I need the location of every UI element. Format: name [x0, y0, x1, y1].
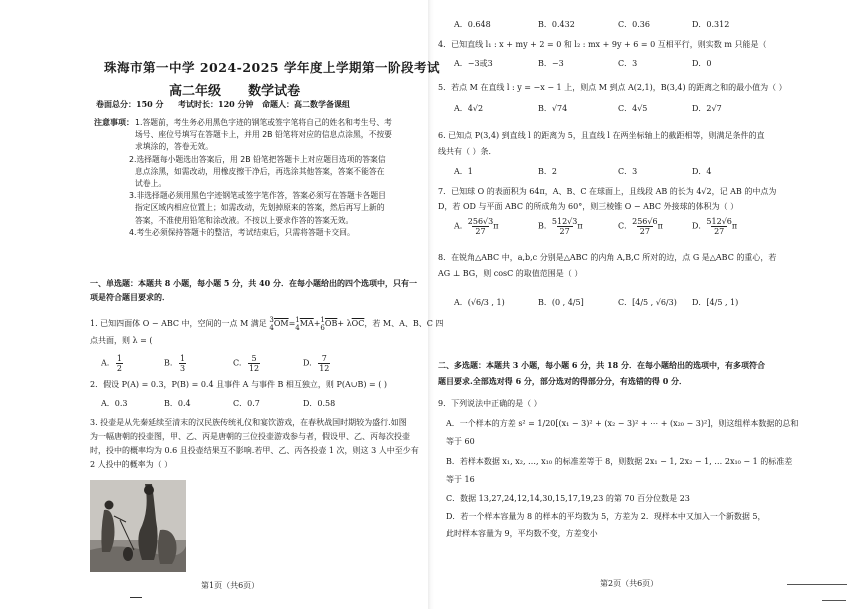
q2-option-a: A．0.3: [101, 399, 128, 408]
q2-option-b: B．0.4: [164, 399, 191, 408]
q9-option-d-line1: D．若一个样本容量为 8 的样本的平均数为 5，方差为 2．现样本中又加入一个新数据 5，: [446, 512, 766, 521]
q7-stem-line1: 7．已知球 O 的表面积为 64π，A、B、C 在球面上，且线段 AB 的长为 4√2，记 AB 的中点为: [438, 187, 777, 196]
q6-option-b: B．2: [538, 167, 557, 176]
q9-option-b-line1: B．若样本数据 x₁, x₂, …, x₁₀ 的标准差等于 8，则数据 2x₁ − 1, 2x₂ − 1, … 2x₁₀ − 1 的标准差: [446, 457, 793, 466]
q3-option-b: B．0.432: [538, 20, 575, 29]
tang-dynasty-touhu-painting: [90, 480, 186, 572]
section2-heading-line1: 二、多选题：本题共 3 小题，每小题 6 分，共 18 分．在每小题给出的选项中，有多项符合: [438, 360, 765, 370]
q1-stem-line2: 点共面，则 λ = (: [90, 336, 153, 345]
q9-stem: 9．下列说法中正确的是（ ）: [438, 399, 542, 408]
q2-stem: 2．假设 P(A) = 0.3，P(B) = 0.4 且事件 A 与事件 B 相互独立，则 P(A∪B) = ( ): [90, 380, 388, 389]
q8-option-b: B．(0 , 4/5]: [538, 298, 584, 307]
q8-stem-line2: AG ⊥ BG，则 cosC 的取值范围是（ ）: [438, 269, 583, 278]
notes-list: [94, 117, 394, 239]
q8-option-a: A．(√6/3 , 1): [454, 298, 505, 307]
q4-option-b: B．−3: [538, 59, 564, 68]
page-footer: 第1页（共6页）: [201, 581, 260, 590]
notes-line: 试卷上。: [135, 179, 167, 189]
q2-option-c: C．0.7: [233, 399, 260, 408]
q9-option-a-line2: 等于 60: [446, 437, 475, 446]
q7-stem-line2: D，若 OD 与平面 ABC 的所成角为 60°，则三棱锥 O − ABC 外接球的体积为（ ）: [438, 202, 739, 211]
q9-option-d-line2: 此时样本容量为 9，平均数不变，方差变小: [446, 529, 598, 538]
q1-coef3: 1 6: [320, 316, 325, 332]
section1-heading-line1: 一、单选题：本题共 8 小题，每小题 5 分，共 40 分．在每小题给出的四个选项中，只有一: [90, 278, 417, 288]
q1-coef2: 1 4: [295, 316, 300, 332]
margin-mark: [822, 600, 846, 601]
notes-line: 3.非选择题必须用黑色字迹钢笔或签字笔作答，答案必须写在答题卡各题目: [129, 191, 386, 201]
total-score: 卷面总分：150 分: [96, 99, 164, 109]
q5-option-b: B．√74: [538, 104, 568, 113]
section2-heading-line2: 题目要求.全部选对得 6 分，部分选对的得部分分，有选错的得 0 分．: [438, 376, 688, 386]
q4-option-d: D．0: [692, 59, 712, 68]
q4-option-a: A．−3或3: [454, 59, 493, 68]
q3-option-d: D．0.312: [692, 20, 730, 29]
q3-stem-line3: 时，投中的概率均为 0.6 且投壶结果互不影响.若甲、乙、丙各投壶 1 次，则这 3 人中至少有: [90, 446, 419, 455]
q3-stem-line4: 2 人投中的概率为（ ）: [90, 460, 173, 469]
exam-duration: 考试时长：120 分钟: [178, 99, 254, 109]
q1-coef1: 3 4: [269, 316, 274, 332]
page-footer: 第2页（共6页）: [600, 579, 659, 588]
q5-option-c: C．4√5: [618, 104, 648, 113]
q6-stem-line2: 线共有（ ）条．: [438, 147, 497, 156]
q2-option-d: D．0.58: [303, 399, 336, 408]
notes-line: 2.选择题每小题选出答案后，用 2B 铅笔把答题卡上对应题目选项的答案信: [129, 154, 386, 164]
q8-option-d: D．[4/5 , 1): [692, 298, 739, 307]
q7-option-c: C．$\frac{256√6}{27}\pi$: [618, 217, 663, 236]
q9-option-b-line2: 等于 16: [446, 475, 475, 484]
q7-option-b: B．$\frac{512√3}{27}\pi$: [538, 217, 583, 236]
notes-label: 注意事项：: [94, 117, 134, 127]
q6-option-a: A．1: [454, 167, 473, 176]
exam-author: 命题人：高二数学备课组: [262, 99, 350, 109]
exam-title: 珠海市第一中学 2024-2025 学年度上学期第一阶段考试: [104, 60, 440, 75]
q3-option-c: C．0.36: [618, 20, 650, 29]
q5-option-d: D．2√7: [692, 104, 722, 113]
q1-option-c: C. $\frac{5}{12}$: [233, 354, 260, 373]
q6-stem-line1: 6. 已知点 P(3,4) 到直线 l 的距离为 5，且直线 l 在两坐标轴上的截距相等，则满足条件的直: [438, 131, 765, 140]
q9-option-c: C．数据 13,27,24,12,14,30,15,17,19,23 的第 70 百分位数是 23: [446, 494, 690, 503]
q5-option-a: A．4√2: [454, 104, 484, 113]
notes-line: 求填涂的，答卷无效。: [135, 142, 213, 152]
margin-mark: [130, 597, 142, 598]
notes-line: 4.考生必须保持答题卡的整洁，考试结束后，只需将答题卡交回。: [129, 227, 355, 237]
q3-stem-line2: 为一幅唐朝的投壶图，甲、乙、丙是唐朝的三位投壶游戏参与者，假设甲、乙、丙每次投壶: [90, 432, 410, 441]
notes-line: 息点涂黑，如需改动，用橡皮擦干净后，再选涂其他答案，答案不能答在: [135, 166, 385, 176]
notes-line: 1.答题前，考生务必用黑色字迹的钢笔或签字笔将自己的姓名和考生号、考: [135, 118, 392, 127]
q4-option-c: C．3: [618, 59, 638, 68]
q6-option-d: D．4: [692, 167, 712, 176]
q3-option-a: A．0.648: [454, 20, 491, 29]
q1-option-b: B. $\frac{1}{3}$: [164, 354, 186, 373]
q1-option-a: A. $\frac{1}{2}$: [101, 354, 122, 373]
q8-stem-line1: 8．在锐角△ABC 中，a,b,c 分别是△ABC 的内角 A,B,C 所对的边，点 G 是△ABC 的重心，若: [438, 253, 777, 262]
exam-subtitle: 高二年级 数学试卷: [169, 84, 301, 99]
notes-line: 答案，不准使用铅笔和涂改液。不按以上要求作答的答案无效。: [135, 215, 354, 225]
section1-heading-line2: 项是符合题目要求的．: [90, 292, 170, 302]
notes-line: 场号、座位号填写在答题卡上，并用 2B 铅笔将对应的信息点涂黑，不按要: [135, 130, 392, 140]
q6-option-c: C．3: [618, 167, 638, 176]
q5-stem: 5．若点 M 在直线 l : y = −x − 1 上，则点 M 到点 A(2,1)，B(3,4) 的距离之和的最小值为（ ）: [438, 83, 787, 92]
exam-page-2: [432, 0, 860, 609]
q3-stem-line1: 3. 投壶是从先秦延续至清末的汉民族传统礼仪和宴饮游戏，在春秋战国时期较为盛行.如图: [90, 418, 407, 427]
q9-option-a-line1: A．一个样本的方差 s² = 1/20[(x₁ − 3)² + (x₂ − 3)² + ⋯ + (x₂₀ − 3)²]，则这组样本数据的总和: [446, 419, 799, 428]
q1-stem: 1. 已知四面体 O − ABC 中，空间的一点 M 满足 3 $4\overline{OM}=1$ $4\overline{MA}+1$ $6\overline{OB}+ \lambda\overline{OC}$，若 M、A、B、C 四: [90, 316, 444, 332]
q8-option-c: C．[4/5 , √6/3): [618, 298, 677, 307]
q4-stem: 4．已知直线 l₁ : x + my + 2 = 0 和 l₂ : mx + 9y + 6 = 0 互相平行，则实数 m 只能是（: [438, 40, 767, 49]
q7-option-d: D．$\frac{512√6}{27}\pi$: [692, 217, 738, 236]
notes-line: 指定区域内相应位置上；如需改动，先划掉原来的答案，然后再写上新的: [135, 203, 385, 213]
margin-mark: [787, 584, 847, 585]
q7-option-a: A．$\frac{256√3}{27}\pi$: [454, 217, 499, 236]
painting-image: [90, 480, 186, 572]
q1-option-d: D. $\frac{7}{12}$: [303, 354, 330, 373]
